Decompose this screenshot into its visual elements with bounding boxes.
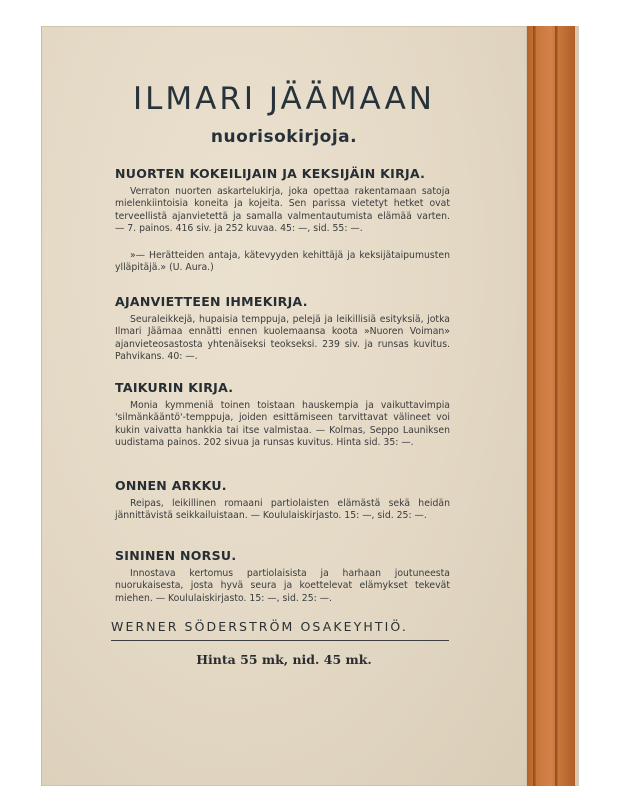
book-title: ONNEN ARKKU. xyxy=(115,478,227,493)
page-edge xyxy=(575,26,579,786)
book-description: Monia kymmeniä toinen toistaan hauskempia ja vaikuttavimpia 'silmänkääntö'-temppuja, joiden esittämiseen tarvittavat välineet voi kukin vaivatta hankkia tai itse valmistaa. — Kolmas, Seppo Launiksen uudistama painos. 202 sivua ja runsas kuvitus. Hinta sid. 35: —. xyxy=(115,400,450,449)
spine-groove xyxy=(555,26,558,786)
book-quote: »— Herätteiden antaja, kätevyyden kehittäjä ja keksijätaipumusten ylläpitäjä.» (U. Aura.) xyxy=(115,250,450,274)
cover-paper xyxy=(41,26,527,786)
author-title: ILMARI JÄÄMAAN xyxy=(133,81,435,117)
book-description: Seuraleikkejä, hupaisia temppuja, pelejä ja leikillisiä esityksiä, jotka Ilmari Jäämaa ennätti ennen kuolemaansa koota »Nuoren Voiman» ajanvieteosastosta yhtenäiseksi teokseksi. 239 siv. ja runsas kuvitus. Pahvikans. 40: —. xyxy=(115,314,450,363)
price-line: Hinta 55 mk, nid. 45 mk. xyxy=(196,652,372,667)
book-description: Reipas, leikillinen romaani partiolaisten elämästä sekä heidän jännittävistä seikkailuistaan. — Koululaiskirjasto. 15: —, sid. 25: —. xyxy=(115,498,450,522)
publisher-name: WERNER SÖDERSTRÖM OSAKEYHTIÖ. xyxy=(111,619,408,634)
spine-groove xyxy=(533,26,536,786)
series-subtitle: nuorisokirjoja. xyxy=(210,127,358,147)
book-title: SININEN NORSU. xyxy=(115,548,237,563)
book-title: TAIKURIN KIRJA. xyxy=(115,380,234,395)
book-description: Verraton nuorten askartelukirja, joka opettaa rakentamaan satoja mielenkiintoisia koneita ja kojeita. Sen parissa vietetyt hetket ovat terveellistä ajanvietettä ja samalla valmentautumista elämää varten. — 7. painos. 416 siv. ja 252 kuvaa. 45: —, sid. 55: —. xyxy=(115,186,450,235)
book-title: NUORTEN KOKEILIJAIN JA KEKSIJÄIN KIRJA. xyxy=(115,166,426,181)
book-description: Innostava kertomus partiolaisista ja harhaan joutuneesta nuorukaisesta, josta hyvä seura ja koettelevat elämykset tekevät miehen. — Koululaiskirjasto. 15: —, sid. 25: —. xyxy=(115,568,450,604)
book-title: AJANVIETTEEN IHMEKIRJA. xyxy=(115,294,308,309)
book-back-cover xyxy=(41,26,579,786)
divider-rule xyxy=(111,640,449,641)
